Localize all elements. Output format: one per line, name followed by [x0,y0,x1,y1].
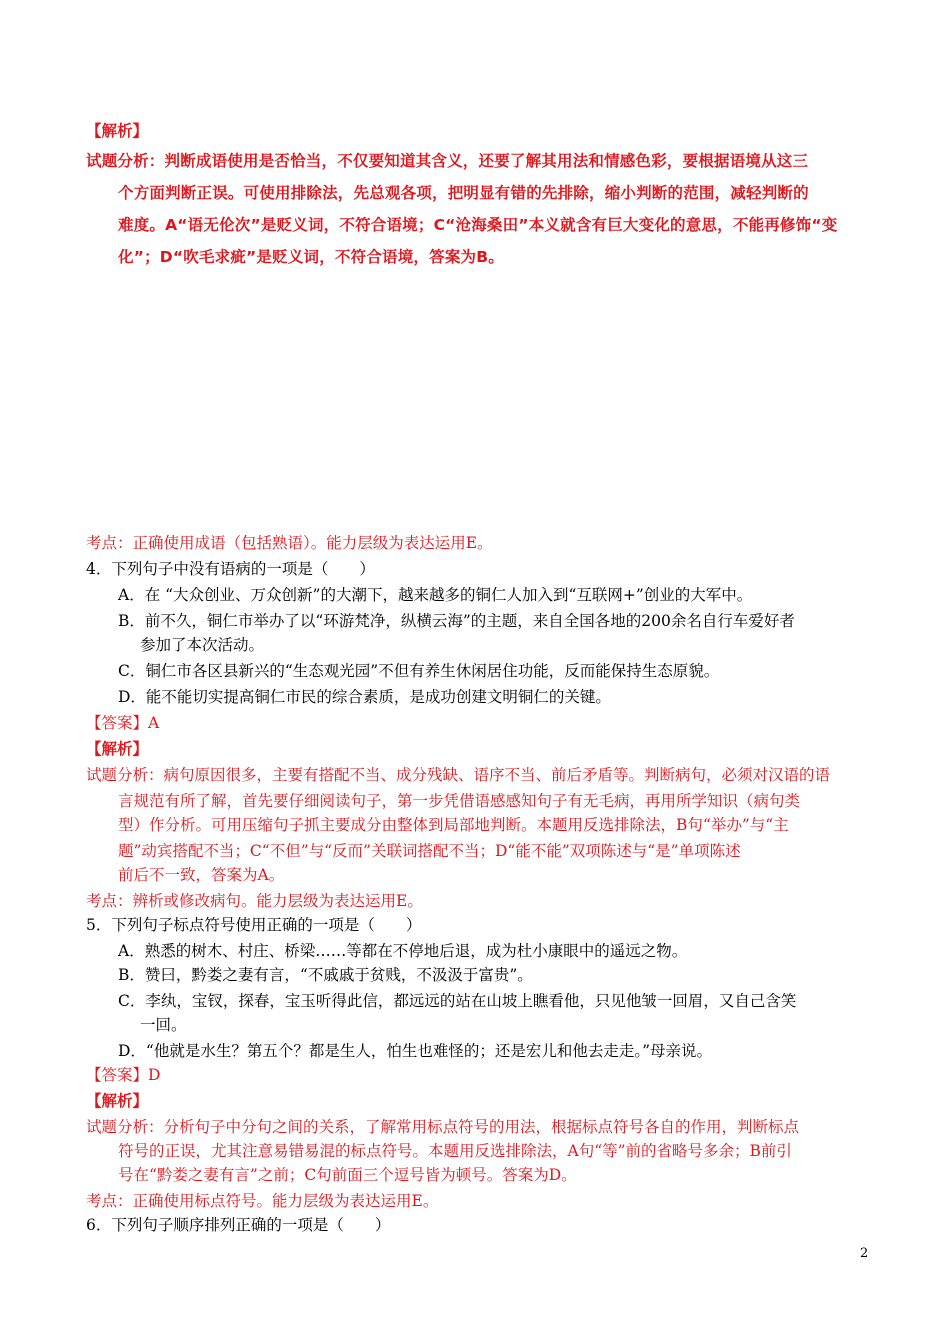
kaodian: 考点：辨析或修改病句。能力层级为表达运用E。 [86,892,423,910]
kaodian: 考点：正确使用成语（包括熟语）。能力层级为表达运用E。 [86,534,493,552]
option-c: C．李纨，宝钗，探春，宝玉听得此信，都远远的站在山坡上瞧看他，只见他皱一回眉，又自己含笑 [118,992,797,1010]
analysis-line: 个方面判断正误。可使用排除法，先总观各项，把明显有错的先排除，缩小判断的范围，减轻判断的 [118,184,809,202]
analysis-line: 试题分析：分析句子中分句之间的关系，了解常用标点符号的用法，根据标点符号各自的作用，判断标点 [86,1118,800,1136]
analysis-heading: 【解析】 [86,121,149,140]
option-b-continued: 参加了本次活动。 [140,636,265,654]
option-d: D．“他就是水生？第五个？都是生人，怕生也难怪的；还是宏儿和他去走走。”母亲说。 [118,1042,713,1060]
option-a: A．熟悉的树木、村庄、桥梁……等都在不停地后退，成为杜小康眼中的遥远之物。 [118,942,688,960]
question-stem: 4．下列句子中没有语病的一项是（ ） [86,560,375,578]
analysis-line: 型）作分析。可用压缩句子抓主要成分由整体到局部地判断。本题用反选排除法，B句“举办”与“主 [118,816,789,834]
analysis-line: 言规范有所了解，首先要仔细阅读句子，第一步凭借语感感知句子有无毛病，再用所学知识（病句类 [118,792,801,810]
question-stem: 6．下列句子顺序排列正确的一项是（ ） [86,1216,391,1234]
analysis-line: 难度。A“语无伦次”是贬义词，不符合语境；C“沧海桑田”本义就含有巨大变化的意思，不能再修饰“变 [118,216,838,234]
analysis-line: 试题分析：病句原因很多，主要有搭配不当、成分残缺、语序不当、前后矛盾等。判断病句，必须对汉语的语 [86,766,831,784]
option-b: B．前不久，铜仁市举办了以“环游梵净，纵横云海”的主题，来自全国各地的200余名自行车爱好者 [118,612,795,630]
analysis-heading: 【解析】 [86,739,149,758]
answer: 【答案】A [86,714,160,732]
option-c-continued: 一回。 [140,1016,187,1034]
page-number: 2 [860,1246,869,1261]
answer: 【答案】D [86,1066,161,1084]
analysis-line: 化”；D“吹毛求疵”是贬义词，不符合语境，答案为B。 [118,248,504,266]
analysis-line: 试题分析：判断成语使用是否恰当，不仅要知道其含义，还要了解其用法和情感色彩，要根据语境从这三 [86,152,809,170]
analysis-line: 题”动宾搭配不当；C“不但”与“反而”关联词搭配不当；D“能不能”双项陈述与“是”单项陈述 [118,842,741,860]
analysis-line: 前后不一致，答案为A。 [118,866,285,884]
option-b: B．赞曰，黔娄之妻有言，“不戚戚于贫贱，不汲汲于富贵”。 [118,966,533,984]
option-d: D．能不能切实提高铜仁市民的综合素质，是成功创建文明铜仁的关键。 [118,688,611,706]
analysis-line: 符号的正误，尤其注意易错易混的标点符号。本题用反选排除法，A句“等”前的省略号多余；B前引 [118,1142,792,1160]
option-c: C．铜仁市各区县新兴的“生态观光园”不但有养生休闲居住功能，反而能保持生态原貌。 [118,662,720,680]
option-a: A．在 “大众创业、万众创新”的大潮下，越来越多的铜仁人加入到“互联网+”创业的大军中。 [118,586,753,604]
analysis-heading: 【解析】 [86,1091,149,1110]
kaodian: 考点：正确使用标点符号。能力层级为表达运用E。 [86,1192,439,1210]
analysis-line: 号在“黔娄之妻有言”之前；C句前面三个逗号皆为顿号。答案为D。 [118,1166,577,1184]
question-stem: 5．下列句子标点符号使用正确的一项是（ ） [86,916,422,934]
